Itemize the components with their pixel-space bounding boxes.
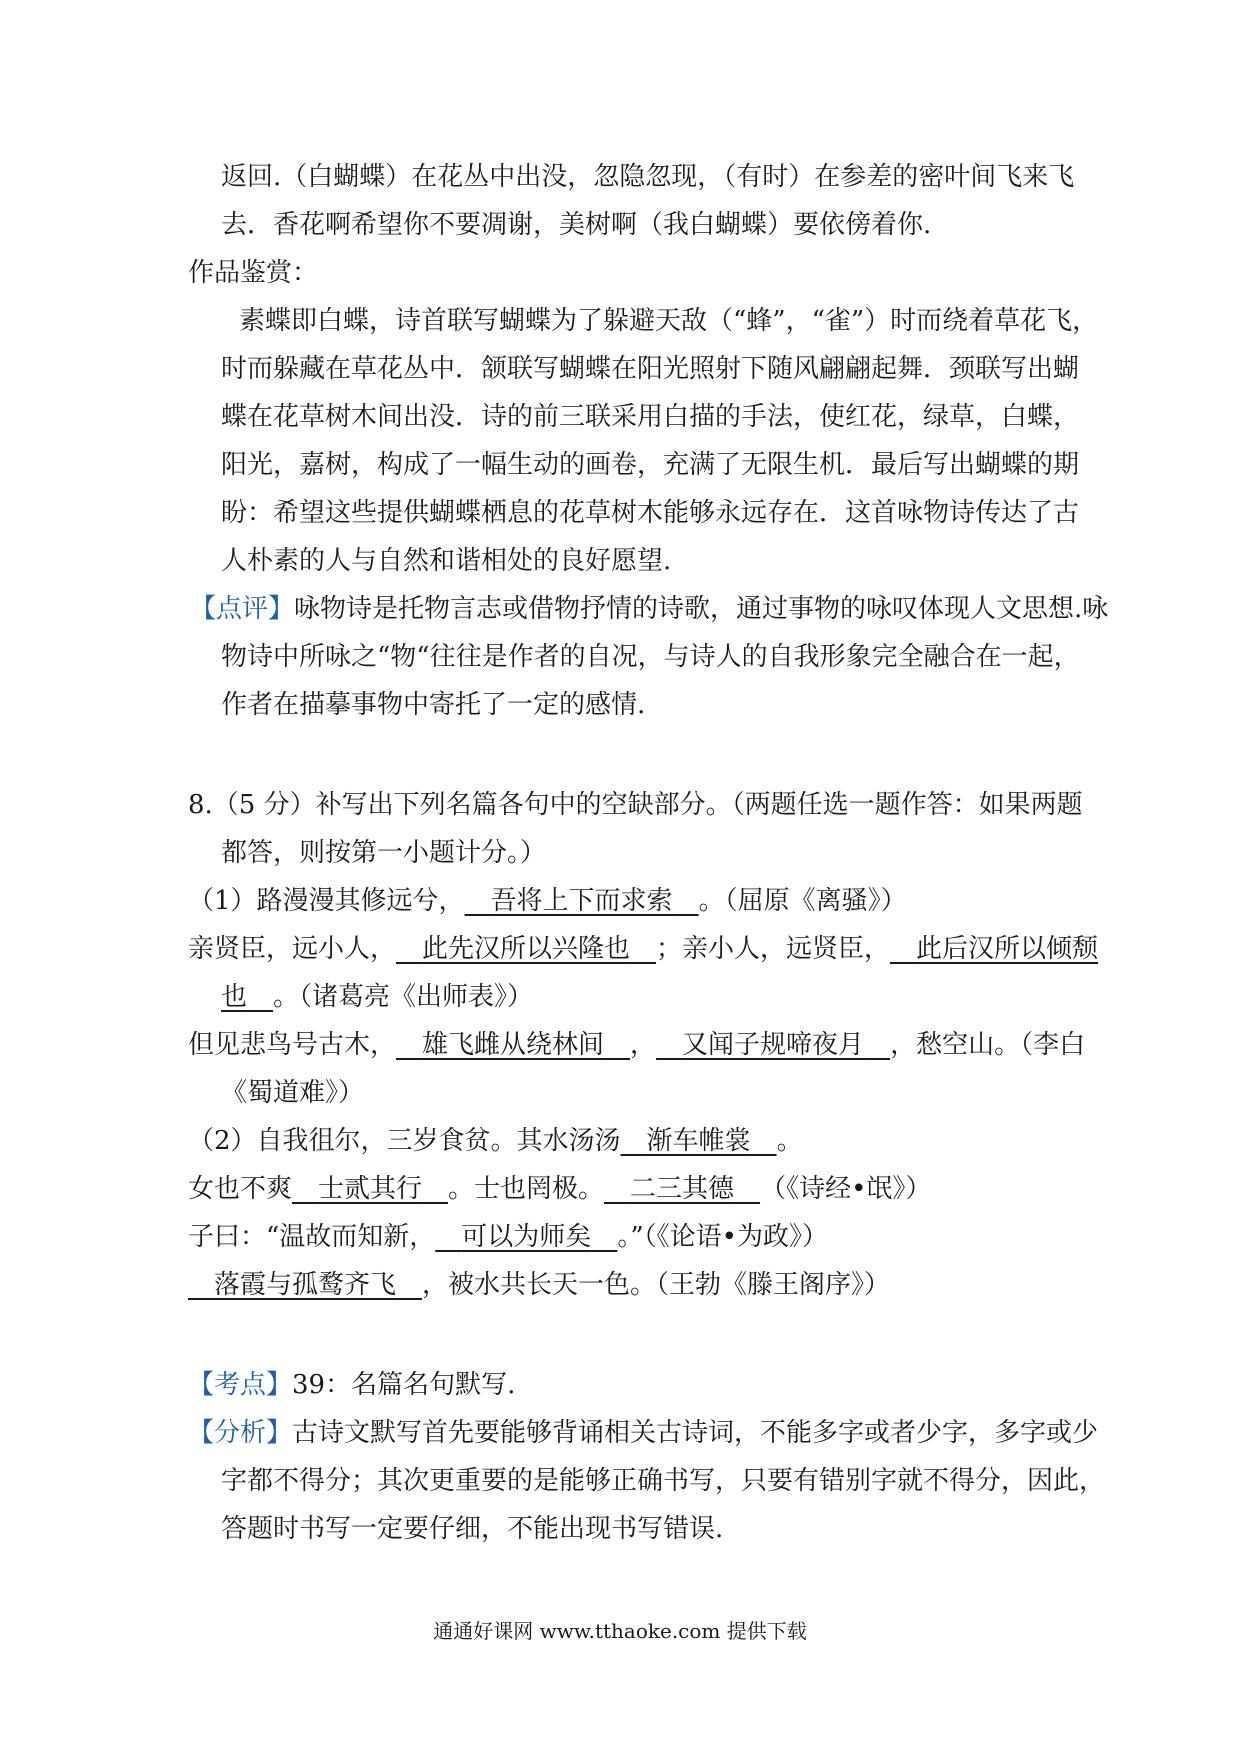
item-text: ， <box>630 1030 657 1060</box>
fenxi-text: 古诗文默写首先要能够背诵相关古诗词，不能多字或者少字，多字或少 <box>292 1418 1099 1448</box>
kaodian-text: 39：名篇名句默写. <box>292 1370 516 1400</box>
item-text: （2）自我徂尔，三岁食贫。其水汤汤 <box>188 1126 621 1156</box>
question-8-stem-cont: 都答，则按第一小题计分。） <box>221 838 547 868</box>
item-text: （《诗经•氓》） <box>760 1174 932 1204</box>
answer-blank <box>292 1174 448 1204</box>
page-footer: 通通好课网 www.tthaoke.com 提供下载 <box>433 1619 807 1643</box>
answer-blank <box>465 886 699 916</box>
item-text: 女也不爽 <box>188 1174 293 1204</box>
answer-blank <box>604 1174 760 1204</box>
answer-blank <box>435 1222 617 1252</box>
kaodian-tag: 【考点】 <box>188 1370 293 1400</box>
item-text: 。”（《论语•为政》） <box>617 1222 828 1252</box>
answer-text: 雄飞雌从绕林间 <box>422 1030 605 1060</box>
kaodian-line <box>188 1368 515 1402</box>
appreciation-line: 人朴素的人与自然和谐相处的良好愿望. <box>221 546 672 576</box>
appreciation-heading: 作品鉴赏： <box>188 258 319 288</box>
question-8-item-5 <box>188 1172 931 1206</box>
answer-text: 吾将上下而求索 <box>490 886 673 916</box>
comment-line-1 <box>190 592 1108 626</box>
comment-line-2: 物诗中所咏之“物“往往是作者的自况，与诗人的自我形象完全融合在一起， <box>221 642 1080 672</box>
answer-blank <box>221 982 273 1012</box>
fenxi-line-3: 答题时书写一定要仔细，不能出现书写错误. <box>221 1514 724 1544</box>
comment-line-3: 作者在描摹事物中寄托了一定的感情. <box>221 690 646 720</box>
answer-text: 可以为师矣 <box>461 1222 592 1252</box>
answer-text: 士贰其行 <box>318 1174 423 1204</box>
answer-text: 也 <box>221 982 248 1012</box>
question-8-item-2-cont <box>221 980 533 1014</box>
answer-text: 又闻子规啼夜月 <box>682 1030 865 1060</box>
fenxi-line-2: 字都不得分；其次更重要的是能够正确书写，只要有错别字就不得分，因此， <box>221 1466 1106 1496</box>
question-8-item-3-source: 《蜀道难》） <box>221 1078 365 1108</box>
appreciation-line: 素蝶即白蝶，诗首联写蝴蝶为了躲避天敌（“蜂”，“雀”）时而绕着草花飞， <box>239 306 1099 336</box>
answer-text: 渐车帷裳 <box>646 1126 751 1156</box>
answer-blank <box>396 934 656 964</box>
translation-line-2: 去．香花啊希望你不要凋谢，美树啊（我白蝴蝶）要依傍着你. <box>221 210 932 240</box>
item-text: （1）路漫漫其修远兮， <box>188 886 465 916</box>
answer-blank <box>890 934 1098 964</box>
answer-blank <box>188 1270 422 1300</box>
comment-tag: 【点评】 <box>190 594 295 624</box>
item-text: ，愁空山。（李白 <box>890 1030 1086 1060</box>
item-text: 。（诸葛亮《出师表》） <box>273 982 534 1012</box>
item-text: ；亲小人，远贤臣， <box>656 934 891 964</box>
answer-text: 此先汉所以兴隆也 <box>422 934 631 964</box>
question-8-item-1 <box>188 884 907 918</box>
item-text: 。士也罔极。 <box>448 1174 605 1204</box>
answer-blank <box>656 1030 890 1060</box>
answer-blank <box>621 1126 777 1156</box>
answer-blank <box>396 1030 630 1060</box>
item-text: 亲贤臣，远小人， <box>188 934 397 964</box>
question-8-item-2 <box>188 932 1098 966</box>
answer-text: 二三其德 <box>630 1174 735 1204</box>
appreciation-line: 时而躲藏在草花丛中．颔联写蝴蝶在阳光照射下随风翩翩起舞．颈联写出蝴 <box>221 354 1080 384</box>
question-8-item-7 <box>188 1268 890 1302</box>
question-8-item-3 <box>188 1028 1085 1062</box>
appreciation-line: 蝶在花草树木间出没．诗的前三联采用白描的手法，使红花，绿草，白蝶， <box>221 402 1080 432</box>
question-8-item-6 <box>188 1220 828 1254</box>
item-text: 但见悲鸟号古木， <box>188 1030 397 1060</box>
question-8-item-4 <box>188 1124 803 1158</box>
item-text: ，被水共长天一色。（王勃《滕王阁序》） <box>422 1270 891 1300</box>
appreciation-line: 阳光，嘉树，构成了一幅生动的画卷，充满了无限生机．最后写出蝴蝶的期 <box>221 450 1080 480</box>
item-text: 。（屈原《离骚》） <box>698 886 907 916</box>
fenxi-tag: 【分析】 <box>188 1418 293 1448</box>
translation-line-1: 返回.（白蝴蝶）在花丛中出没，忽隐忽现，（有时）在参差的密叶间飞来飞 <box>221 162 1075 192</box>
answer-text: 此后汉所以倾颓 <box>916 934 1099 964</box>
question-8-stem: 8.（5 分）补写出下列名篇各句中的空缺部分。（两题任选一题作答：如果两题 <box>188 790 1083 820</box>
item-text: 。 <box>776 1126 803 1156</box>
item-text: 子曰：“温故而知新， <box>188 1222 436 1252</box>
fenxi-line-1 <box>188 1416 1098 1450</box>
answer-text: 落霞与孤鹜齐飞 <box>214 1270 397 1300</box>
comment-text: 咏物诗是托物言志或借物抒情的诗歌，通过事物的咏叹体现人文思想.咏 <box>294 594 1109 624</box>
appreciation-line: 盼：希望这些提供蝴蝶栖息的花草树木能够永远存在．这首咏物诗传达了古 <box>221 498 1080 528</box>
